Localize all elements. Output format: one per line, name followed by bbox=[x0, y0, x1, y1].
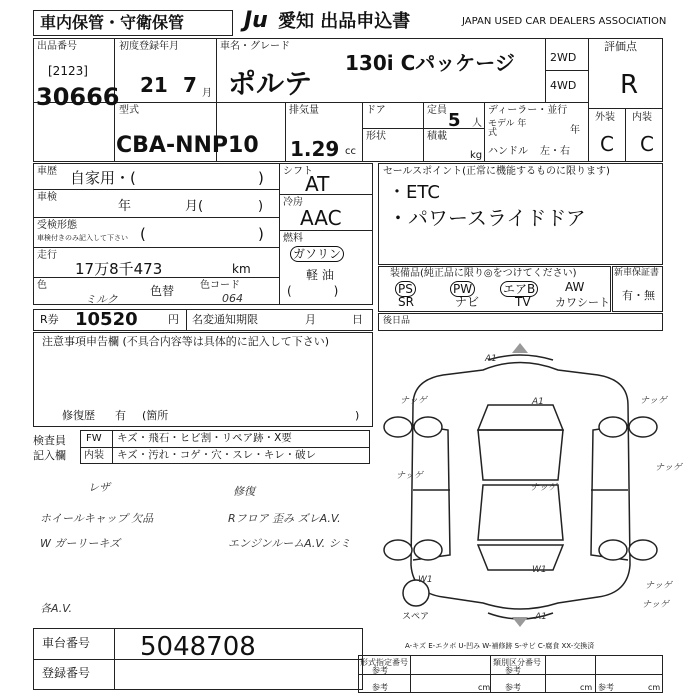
model-value: CBA-NNP10 bbox=[116, 133, 259, 158]
equip-airbag: エアB bbox=[500, 281, 538, 297]
registration-month-unit: 月 bbox=[202, 88, 212, 99]
drive-4wd: 4WD bbox=[550, 79, 577, 92]
hw-left-2: W ガーリーキズ bbox=[40, 537, 121, 550]
fw-label: FW bbox=[86, 433, 102, 444]
mark-pagge-r2: ナッゲ bbox=[655, 463, 682, 473]
association-name: JAPAN USED CAR DEALERS ASSOCIATION bbox=[462, 16, 667, 27]
hw-right-2: エンジンルームA.V. シミ bbox=[228, 537, 351, 550]
color-value: ミルク bbox=[85, 293, 118, 306]
inspection-close: ) bbox=[258, 199, 264, 214]
score-label: 評価点 bbox=[604, 40, 637, 53]
repair-close: ) bbox=[355, 409, 360, 422]
warranty-value: 有・無 bbox=[622, 289, 655, 302]
equipment-label: 装備品(純正品に限り◎をつけてください) bbox=[390, 268, 577, 279]
fuel-gasoline: ガソリン bbox=[290, 246, 344, 262]
sales-point-label: セールスポイント(正常に機能するものに限ります) bbox=[383, 166, 610, 177]
car-damage-diagram bbox=[378, 335, 663, 635]
mark-pagge-r3: ナッゲ bbox=[645, 581, 672, 591]
fuel-paren: ( ) bbox=[287, 284, 339, 298]
name-change-month: 月 bbox=[305, 313, 316, 326]
acceptance-open: ( bbox=[140, 225, 146, 243]
acceptance-close: ) bbox=[258, 225, 264, 243]
form-title: 愛知 出品申込書 bbox=[278, 11, 411, 32]
mileage-unit: km bbox=[232, 262, 251, 276]
hw-right-1: Rフロア 歪み ズレA.V. bbox=[228, 512, 341, 525]
displacement-value: 1.29 bbox=[290, 137, 340, 161]
hw-right-head: 修復 bbox=[233, 485, 255, 498]
equip-ps: PS bbox=[395, 281, 416, 297]
equip-navi: ナビ bbox=[455, 295, 480, 309]
storage-label: 車内保管・守衛保管 bbox=[40, 13, 185, 32]
interior-label: 内装 bbox=[632, 112, 652, 123]
inspector-label: 検査員 記入欄 bbox=[33, 434, 66, 462]
history-value: 自家用・( bbox=[70, 169, 136, 187]
mark-w1-left: W1 bbox=[418, 575, 433, 585]
repair-label: 修復歴 bbox=[62, 409, 95, 422]
displacement-label: 排気量 bbox=[289, 105, 319, 116]
lot-label: 出品番号 bbox=[37, 41, 77, 52]
load-unit: kg bbox=[470, 150, 483, 161]
rear-items-box bbox=[378, 313, 663, 331]
class-ref: 参考 bbox=[505, 666, 521, 675]
fuel-diesel: 軽 油 bbox=[306, 268, 334, 282]
registration-year: 21 bbox=[140, 73, 168, 97]
cooling-value: AAC bbox=[300, 206, 342, 230]
hw-bottom: 各A.V. bbox=[40, 602, 72, 615]
equip-aw: AW bbox=[565, 280, 585, 294]
color-code: 064 bbox=[222, 292, 243, 305]
displacement-unit: cc bbox=[345, 146, 356, 157]
cm-b: cm bbox=[580, 683, 593, 692]
capacity-value: 5 bbox=[448, 110, 461, 131]
mark-pagge-l2: ナッゲ bbox=[396, 471, 423, 481]
mark-w1-mid: W1 bbox=[532, 565, 547, 575]
mark-a1-top: A1 bbox=[485, 354, 497, 364]
ref-b: 参考 bbox=[505, 683, 521, 692]
int-label: 内装 bbox=[84, 450, 104, 461]
recycle-value: 10520 bbox=[75, 309, 138, 330]
cooling-label: 冷房 bbox=[283, 197, 303, 208]
mark-pagge-left: ナッゲ bbox=[400, 396, 427, 406]
fuel-label: 燃料 bbox=[283, 233, 303, 244]
sales-point-2: ・パワースライドドア bbox=[388, 206, 586, 230]
warranty-label: 新車保証書 bbox=[614, 268, 660, 278]
shift-value: AT bbox=[305, 172, 330, 196]
equip-kawaseat: カワシート bbox=[555, 296, 610, 309]
type-number-label: 形式指定番号 bbox=[360, 658, 408, 667]
mark-a1-roof: A1 bbox=[532, 397, 544, 407]
notes-label: 注意事項申告欄 (不具合内容等は具体的に記入して下さい) bbox=[42, 335, 330, 348]
hw-left-1: ホイールキャップ 欠品 bbox=[40, 512, 154, 525]
spare-label: スペア bbox=[402, 612, 430, 622]
registration-month: 7 bbox=[183, 73, 197, 97]
name-change-label: 名変通知期限 bbox=[192, 313, 258, 326]
ref-a: 参考 bbox=[372, 683, 388, 692]
lot-number: 30666 bbox=[36, 83, 120, 111]
acceptance-label: 受検形態 bbox=[37, 220, 77, 231]
model-label: 型式 bbox=[119, 105, 139, 116]
chassis-label: 車台番号 bbox=[42, 636, 91, 650]
int-items: キズ・汚れ・コゲ・穴・スレ・キレ・破レ bbox=[117, 449, 317, 461]
inspection-year: 年 bbox=[118, 199, 132, 214]
dealer-label: ディーラー・並行 bbox=[488, 105, 568, 116]
equip-sr: SR bbox=[398, 295, 414, 309]
car-name: ポルテ bbox=[228, 67, 313, 100]
registration-label: 初度登録年月 bbox=[119, 41, 179, 52]
equip-pw: PW bbox=[450, 281, 475, 297]
capacity-label: 定員 bbox=[427, 105, 447, 116]
shape-label: 形状 bbox=[366, 131, 386, 142]
type-ref: 参考 bbox=[372, 666, 388, 675]
doors-label: ドア bbox=[366, 105, 386, 116]
cm-c: cm bbox=[648, 683, 661, 692]
diagram-legend: A-キズ E-エクボ U-凹み W-補修跡 S-サビ C-腐食 XX-交換済 bbox=[405, 642, 595, 650]
mileage-label: 走行 bbox=[37, 250, 57, 261]
chassis-value: 5048708 bbox=[140, 632, 256, 662]
name-change-day: 日 bbox=[352, 313, 363, 326]
shift-label: シフト bbox=[283, 166, 313, 177]
year-unit: 年 bbox=[570, 125, 580, 136]
mark-a1-bottom: A1 bbox=[535, 612, 547, 622]
handle-options: 左・右 bbox=[540, 146, 570, 157]
exterior-label: 外装 bbox=[595, 112, 615, 123]
cm-a: cm bbox=[478, 683, 491, 692]
color-label: 色 bbox=[37, 280, 47, 291]
recycle-unit: 円 bbox=[168, 313, 179, 326]
load-label: 積載 bbox=[427, 131, 447, 142]
acceptance-sub: 車検付きのみ記入して下さい bbox=[37, 234, 128, 242]
sales-point-1: ・ETC bbox=[388, 182, 440, 203]
car-name-label: 車名・グレード bbox=[220, 41, 290, 52]
model-year-label: モデル 年式 bbox=[488, 119, 527, 138]
fw-items: キズ・飛石・ヒビ割・リペア跡・X要 bbox=[117, 432, 292, 444]
repair-place: (箇所 bbox=[142, 409, 169, 422]
ref-c: 参考 bbox=[598, 683, 614, 692]
drive-2wd: 2WD bbox=[550, 51, 577, 64]
rear-items-label: 後日品 bbox=[383, 316, 411, 326]
mark-pagge-r4: ナッゲ bbox=[642, 600, 669, 610]
exterior-score: C bbox=[600, 132, 614, 156]
mark-pagge-mid: ナッゲ bbox=[530, 483, 557, 493]
equip-tv: TV bbox=[515, 295, 531, 309]
class-number-label: 類別区分番号 bbox=[493, 658, 541, 667]
hw-left-head: レザ bbox=[88, 481, 110, 494]
recycle-label: R券 bbox=[40, 313, 59, 326]
score-value: R bbox=[620, 70, 639, 100]
ju-logo: Ju bbox=[244, 8, 268, 33]
repair-value: 有 bbox=[115, 409, 126, 422]
car-grade: 130i Cパッケージ bbox=[345, 51, 515, 75]
mark-pagge-right: ナッゲ bbox=[640, 396, 667, 406]
history-label: 車歴 bbox=[37, 166, 57, 177]
color-code-label: 色コード bbox=[200, 280, 240, 291]
history-close: ) bbox=[258, 169, 264, 187]
capacity-unit: 人 bbox=[472, 118, 482, 129]
inspection-label: 車検 bbox=[37, 192, 57, 203]
inspection-month: 月( bbox=[185, 199, 204, 214]
handle-label: ハンドル bbox=[488, 146, 528, 157]
mileage-value: 17万8千473 bbox=[75, 260, 163, 278]
lot-sub-number: [2123] bbox=[48, 64, 88, 78]
plate-label: 登録番号 bbox=[42, 666, 91, 680]
color-change-label: 色替 bbox=[150, 284, 175, 298]
interior-score: C bbox=[640, 132, 654, 156]
